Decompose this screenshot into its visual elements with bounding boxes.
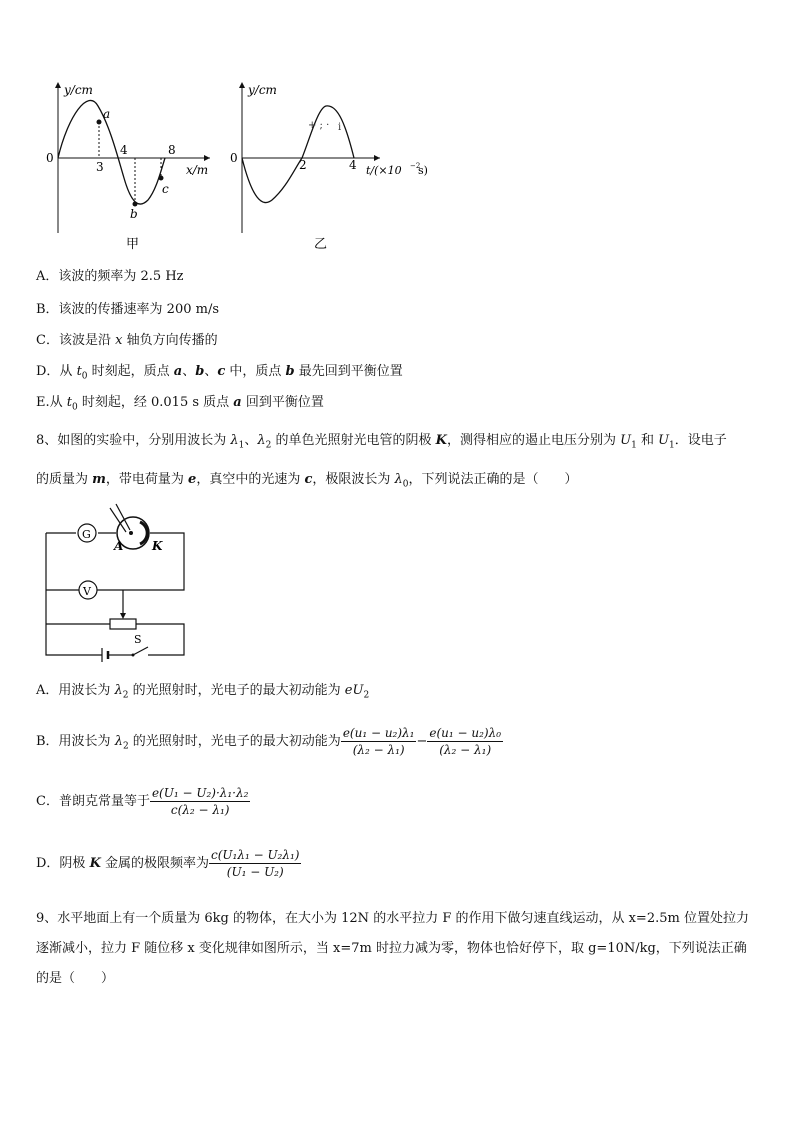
q8-b-minus: − [416,734,428,749]
q7-d-mid2: 中，质点 [225,364,286,379]
q8-option-b[interactable] [36,724,503,760]
point-b-marker [133,202,138,207]
q8-b-post: 的光照射时，光电子的最大初动能为 [128,734,341,749]
q8-option-d[interactable] [36,846,301,882]
switch-lever [133,647,148,655]
jia-x-label: x/m [186,163,209,177]
yi-x-label-prefix: t/(×10 [366,164,402,177]
q7-e-text: E.从 [36,395,67,410]
q8-t3: ，测得相应的遏止电压分别为 [446,433,621,448]
q8-b-sub: 2 [122,741,129,752]
q8-d-text: D．阴极 [36,856,90,871]
q8-d-K: K [89,856,101,871]
q8-b-den1: (λ₂ − λ₁) [352,743,405,757]
anode-dot [129,531,133,535]
yi-origin: 0 [230,151,238,165]
switch-label: S [134,633,142,646]
q8-b-num1: e(u₁ − u₂)λ₁ [342,726,415,740]
point-c-marker [159,176,164,181]
q8-t2: 的单色光照射光电管的阴极 [271,433,436,448]
graph-jia [46,82,210,252]
point-a-label: a [103,107,111,121]
q8-t7: ，真空中的光速为 [196,472,305,487]
q8-c-fraction [150,785,250,818]
q8-lam2: λ [257,433,266,448]
rheostat [110,619,136,629]
anode-label: A [114,539,124,553]
q7-c-var: x [115,333,123,348]
jia-tick-3: 3 [96,160,104,174]
q8-a-val: eU [344,683,364,698]
point-b-label: b [130,207,138,221]
q7-c-text-end: 轴负方向传播的 [122,333,218,348]
q8-t1: 8、如图的实验中，分别用波长为 [36,433,231,448]
galvanometer-label: G [82,528,91,541]
graph-yi [230,82,428,252]
q8-K: K [435,433,447,448]
q8-a-text: A．用波长为 [36,683,115,698]
q8-U1b: U [658,433,670,448]
rheostat-slider-arrow [120,613,126,619]
q8-d-post: 金属的极限频率为 [100,856,210,871]
q8-c-num: e(U₁ − U₂)·λ₁·λ₂ [151,786,249,800]
q8-stem-line1 [36,432,727,455]
yi-tick-2: 2 [299,158,307,172]
q8-U1a-sub: 1 [631,440,637,451]
q8-U1a: U [620,433,632,448]
jia-origin: 0 [46,151,54,165]
q7-option-b[interactable]: B．该波的传播速率为 200 m/s [36,302,220,317]
q7-d-b: b [195,364,205,379]
photoelectric-circuit [36,500,196,665]
yi-tick-4: 4 [349,158,357,172]
yi-mark-left: + ; · [308,120,330,131]
jia-tick-8: 8 [168,143,176,157]
q8-option-c[interactable] [36,784,250,820]
q7-option-e[interactable] [36,394,324,417]
q8-e: e [188,472,197,487]
voltmeter-label: V [83,585,91,598]
q7-d-post: 最先回到平衡位置 [294,364,403,379]
q8-t4: ．设电子 [674,433,727,448]
q8-b-text: B．用波长为 [36,734,115,749]
q8-lam0-sub: 0 [402,479,409,490]
q7-d-b2: b [285,364,295,379]
q8-a-post: 的光照射时，光电子的最大初动能为 [128,683,345,698]
q8-b-fraction-1 [341,725,417,758]
q8-and: 和 [636,433,659,448]
q8-c: c [304,472,313,487]
q8-d-fraction [209,847,301,880]
q8-t6: ，带电荷量为 [105,472,189,487]
q8-lam2-sub: 2 [265,440,272,451]
yi-y-label: y/cm [248,83,277,97]
q7-option-a[interactable]: A．该波的频率为 2.5 Hz [36,269,184,284]
yi-x-label-exp: −2 [410,162,421,170]
q8-U1b-sub: 1 [669,440,675,451]
jia-wave-curve [58,100,165,204]
q8-t8: ，极限波长为 [312,472,395,487]
jia-x-arrow [204,155,210,161]
q7-d-c: c [217,364,226,379]
q8-d-num: c(U₁λ₁ − U₂λ₁) [211,848,300,862]
circuit-wire-right [136,624,184,655]
q8-b-fraction-2 [427,725,503,758]
q8-m: m [92,472,106,487]
q8-b-den2: (λ₂ − λ₁) [439,743,492,757]
jia-tick-4: 4 [120,143,128,157]
q7-d-sep2: 、 [204,364,218,379]
q8-t5: 的质量为 [36,472,93,487]
q7-e-a: a [233,395,242,410]
wave-figure [40,78,460,258]
yi-x-label-suffix: s) [418,164,428,177]
q7-d-a: a [173,364,183,379]
q8-lam1-sub: 1 [238,440,245,451]
q8-sep: 、 [244,433,258,448]
q7-d-sub: 0 [81,371,88,382]
q8-c-text: C．普朗克常量等于 [36,794,150,809]
q7-d-t: t [76,364,82,379]
q8-a-val-sub: 2 [363,690,370,701]
yi-x-arrow [374,155,380,161]
q8-lam1: λ [230,433,239,448]
cathode-label: K [152,539,163,553]
q7-e-sub: 0 [72,402,78,413]
q7-option-c[interactable] [36,332,218,350]
q7-e-post: 回到平衡位置 [241,395,324,410]
q7-d-mid1: 时刻起，质点 [87,364,174,379]
jia-y-label: y/cm [64,83,93,97]
q8-a-lam: λ [114,683,123,698]
q9-stem: 9、水平地面上有一个质量为 6kg 的物体，在大小为 12N 的水平拉力 F 的作用下做匀速直线运动，从 x=2.5m 位置处拉力逐渐减小，拉力 F 随位移 x 变化规律如图所示，当 x=7m 时拉力减为零，物体也恰好停下，取 g=10N/kg，下列说法正确的是（ ） [36,911,749,986]
yi-wave-curve [242,106,354,203]
q8-b-num2: e(u₁ − u₂)λ₀ [429,726,502,740]
q8-lam0: λ [394,472,403,487]
jia-caption: 甲 [126,237,140,252]
q8-stem-line2 [36,471,578,494]
q7-d-sep1: 、 [182,364,196,379]
q8-d-den: (U₁ − U₂) [226,865,284,879]
jia-y-arrow [55,82,61,88]
yi-mark-right: i [338,122,342,133]
point-a-marker [97,120,102,125]
q7-e-t: t [66,395,72,410]
q8-c-den: c(λ₂ − λ₁) [170,803,230,817]
yi-caption: 乙 [314,237,328,252]
q8-option-a[interactable] [36,682,369,705]
q7-e-mid: 时刻起，经 0.015 s 质点 [77,395,234,410]
q8-t9: ，下列说法正确的是（ ） [408,472,578,487]
point-c-label: c [162,182,169,196]
q7-c-text: C．该波是沿 [36,333,116,348]
q8-a-sub: 2 [122,690,129,701]
q8-b-lam: λ [114,734,123,749]
yi-y-arrow [239,82,245,88]
q7-d-text: D．从 [36,364,77,379]
q7-option-d[interactable] [36,363,403,386]
